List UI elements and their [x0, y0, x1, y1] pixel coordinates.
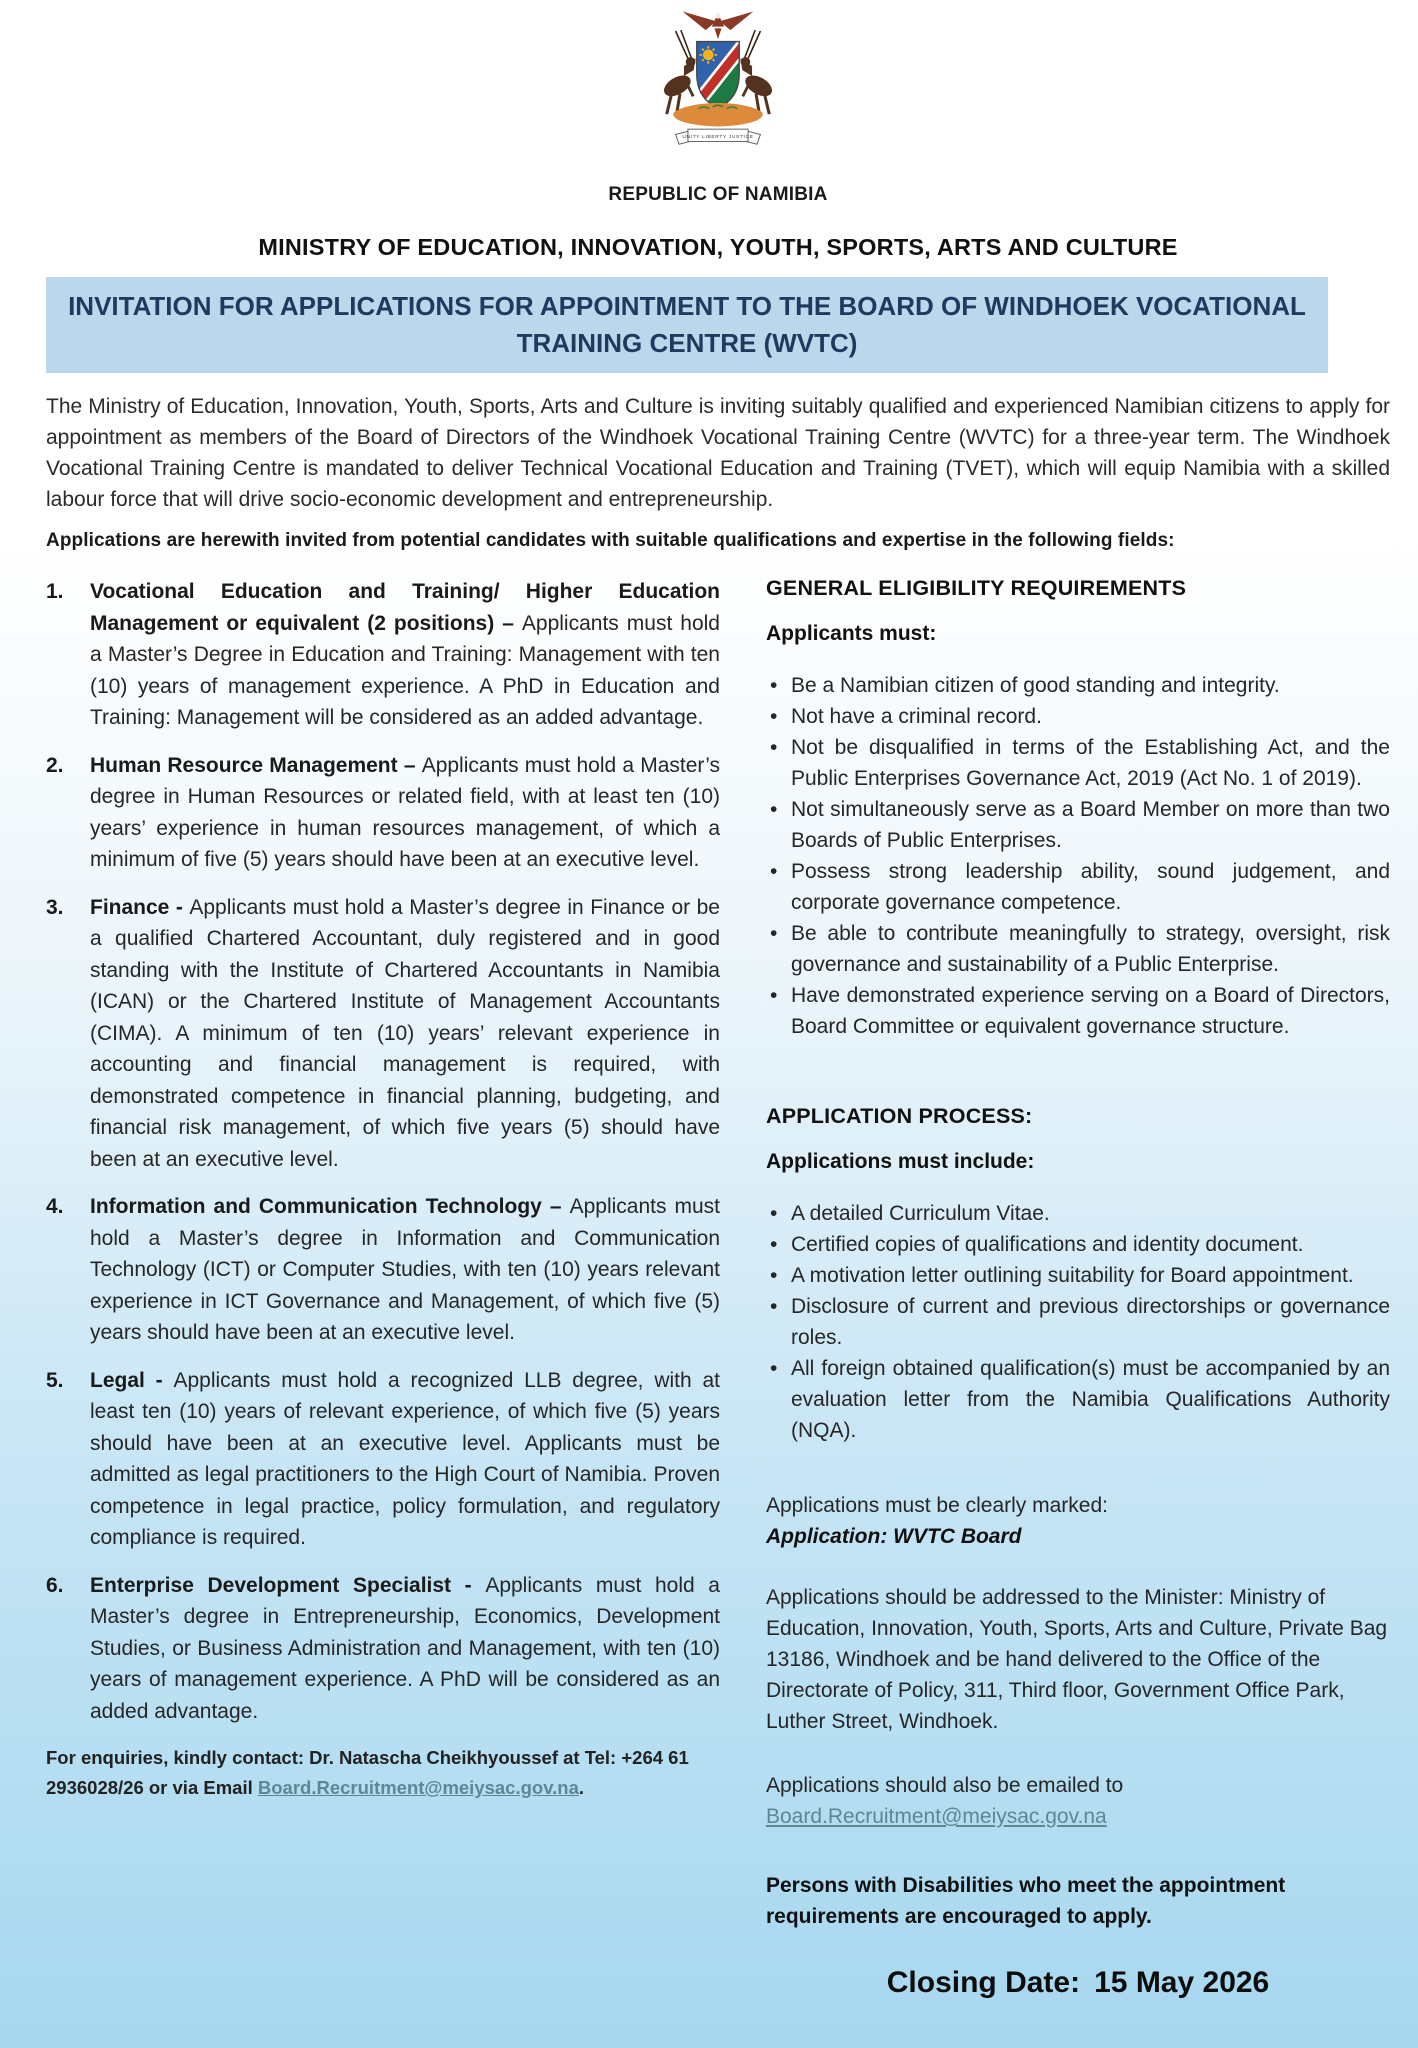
enquiries-text: For enquiries, kindly contact: Dr. Natascha Cheikhyoussef at Tel: +264 61 2936028/26 or via Email [46, 1747, 689, 1798]
coat-of-arms-icon [629, 8, 807, 176]
address-paragraph: Applications should be addressed to the Minister: Ministry of Education, Innovation, Youth, Sports, Arts and Culture, Private Bag 13186, Windhoek and be hand delivered to the Office of the Directorate of Policy, 311, Third floor, Government Office Park, Luther Street, Windhoek. [766, 1586, 1388, 1733]
field-body: Applicants must hold a Master’s Degree in Education and Training: Management with ten (10) years of management experience. A PhD in Education and Training: Management will be considered as an added advantage. [90, 611, 720, 729]
field-description [90, 1365, 720, 1554]
marked-label: Applications must be clearly marked: [766, 1494, 1108, 1517]
field-body: Applicants must hold a Master’s degree in Human Resources or related field, with at least ten (10) years’ experience in human resources management, of which a minimum of five (5) years should have been at an executive level. [90, 753, 720, 871]
email-note [766, 1770, 1390, 1832]
eligibility-bullet-list [766, 670, 1390, 1042]
requirements-column [766, 576, 1390, 2000]
field-title: Information and Communication Technology – [90, 1195, 570, 1218]
fields-column [46, 576, 720, 2000]
field-body: Applicants must hold a Master’s degree in Finance or be a qualified Chartered Accountant, duly registered and in good standing with the Institute of Chartered Accountants in Namibia (ICAN) or the Chartered Institute of Management Accountants (CIMA). A minimum of ten (10) years’ relevant experience in accounting and financial management is required, with demonstrated competence in financial planning, budgeting, and financial risk management, of which five years (5) should have been at an executive level. [90, 895, 720, 1171]
eligibility-subheading: Applicants must: [766, 622, 937, 645]
dune-base-icon [673, 103, 762, 126]
field-number: 1. [46, 580, 64, 603]
enquiries-suffix: . [578, 1777, 585, 1798]
process-bullet: • A detailed Curriculum Vitae. [766, 1198, 1390, 1229]
intro-paragraph: The Ministry of Education, Innovation, Youth, Sports, Arts and Culture is inviting suitably qualified and experienced Namibian citizens to apply for appointment as members of the Board of Directors of the Windhoek Vocational Training Centre (WVTC) for a three-year term. The Windhoek Vocational Training Centre is mandated to deliver Technical Vocational Education and Training (TVET), which will equip Namibia with a skilled labour force that will drive socio-economic development and entrepreneurship. [46, 395, 1390, 511]
marked-value: Application: WVTC Board [766, 1525, 1022, 1548]
eligibility-bullet: • Not simultaneously serve as a Board Member on more than two Boards of Public Enterprises. [766, 794, 1390, 856]
field-title: Legal - [90, 1368, 174, 1392]
oryx-left-icon [661, 30, 695, 115]
eligibility-bullet: • Possess strong leadership ability, sound judgement, and corporate governance competence. [766, 856, 1390, 918]
eligibility-bullet: • Be able to contribute meaningfully to strategy, oversight, risk governance and sustainability of a Public Enterprise. [766, 918, 1390, 980]
two-column-body [46, 576, 1390, 2000]
field-number: 2. [46, 753, 64, 777]
field-description [90, 1570, 720, 1728]
process-bullet-list [766, 1198, 1390, 1446]
field-description [90, 576, 720, 734]
closing-date-value: 15 May 2026 [1094, 1966, 1270, 1999]
field-description [90, 892, 720, 1176]
field-number: 5. [46, 1368, 64, 1392]
field-number: 6. [46, 1573, 64, 1597]
ministry-title: MINISTRY OF EDUCATION, INNOVATION, YOUTH, SPORTS, ARTS AND CULTURE [258, 234, 1178, 260]
field-title: Human Resource Management – [90, 753, 422, 777]
motto-ribbon [676, 129, 761, 144]
process-heading: APPLICATION PROCESS: [766, 1104, 1033, 1128]
field-body: Applicants must hold a Master’s degree in Entrepreneurship, Economics, Development Studies, or Business Administration and Management, with ten (10) years of management experience. A PhD will be considered as an added advantage. [90, 1573, 720, 1723]
eligibility-bullet: • Be a Namibian citizen of good standing and integrity. [766, 670, 1390, 701]
field-title: Finance - [90, 895, 190, 919]
field-item-4 [46, 1191, 720, 1349]
field-body: Applicants must hold a Master’s degree in Information and Communication Technology (ICT) or Computer Studies, with ten (10) years relevant experience in ICT Governance and Management, of which five (5) years should have been at an executive level. [90, 1195, 720, 1344]
field-description [90, 750, 720, 876]
republic-title: REPUBLIC OF NAMIBIA [608, 184, 828, 205]
oryx-right-icon [741, 30, 775, 115]
field-body: Applicants must hold a recognized LLB degree, with at least ten (10) years of relevant experience, of which five (5) years should have been at an executive level. Applicants must be admitted as legal practitioners to the High Court of Namibia. Proven competence in legal practice, policy formulation, and regulatory compliance is required. [90, 1368, 720, 1549]
field-item-2 [46, 750, 720, 876]
invitation-banner-title: INVITATION FOR APPLICATIONS FOR APPOINTMENT TO THE BOARD OF WINDHOEK VOCATIONAL TRAINING CENTRE (WVTC) [68, 291, 1306, 358]
field-number: 3. [46, 895, 64, 919]
eagle-icon [683, 12, 754, 39]
process-bullet: • All foreign obtained qualification(s) must be accompanied by an evaluation letter from the Namibia Qualifications Authority (NQA). [766, 1353, 1390, 1446]
field-item-3 [46, 892, 720, 1176]
enquiries-email-link[interactable]: Board.Recruitment@meiysac.gov.na [257, 1777, 579, 1798]
field-title: Enterprise Development Specialist - [90, 1573, 486, 1597]
shield-icon [691, 42, 744, 113]
field-item-6 [46, 1570, 720, 1728]
eligibility-bullet: • Have demonstrated experience serving on a Board of Directors, Board Committee or equivalent governance structure. [766, 980, 1390, 1042]
field-item-5 [46, 1365, 720, 1554]
field-description [90, 1191, 720, 1349]
field-item-1 [46, 576, 720, 734]
eligibility-heading: GENERAL ELIGIBILITY REQUIREMENTS [766, 576, 1187, 600]
closing-date-label: Closing Date: [886, 1966, 1081, 1999]
process-bullet: • Disclosure of current and previous directorships or governance roles. [766, 1291, 1390, 1353]
invitation-banner [46, 277, 1328, 373]
field-title: Vocational Education and Training/ Higher Education Management or equivalent (2 positions) – [90, 580, 720, 635]
invite-line: Applications are herewith invited from potential candidates with suitable qualifications and expertise in the following fields: [46, 530, 1175, 551]
process-subheading: Applications must include: [766, 1150, 1035, 1173]
disabilities-note: Persons with Disabilities who meet the appointment requirements are encouraged to apply. [766, 1874, 1286, 1928]
eligibility-bullet: • Not have a criminal record. [766, 701, 1390, 732]
process-bullet: • Certified copies of qualifications and identity document. [766, 1229, 1390, 1260]
field-number: 4. [46, 1195, 64, 1218]
coat-of-arms-motto: UNITY LIBERTY JUSTICE [682, 134, 754, 140]
application-process-section [766, 1104, 1390, 2000]
namibia-coat-of-arms [46, 8, 1390, 180]
application-email-link[interactable]: Board.Recruitment@meiysac.gov.na [766, 1805, 1107, 1828]
process-bullet: • A motivation letter outlining suitability for Board appointment. [766, 1260, 1390, 1291]
eligibility-bullet: • Not be disqualified in terms of the Establishing Act, and the Public Enterprises Governance Act, 2019 (Act No. 1 of 2019). [766, 732, 1390, 794]
closing-date [766, 1966, 1390, 2000]
enquiries-note [46, 1743, 720, 1803]
email-note-label: Applications should also be emailed to [766, 1774, 1124, 1797]
